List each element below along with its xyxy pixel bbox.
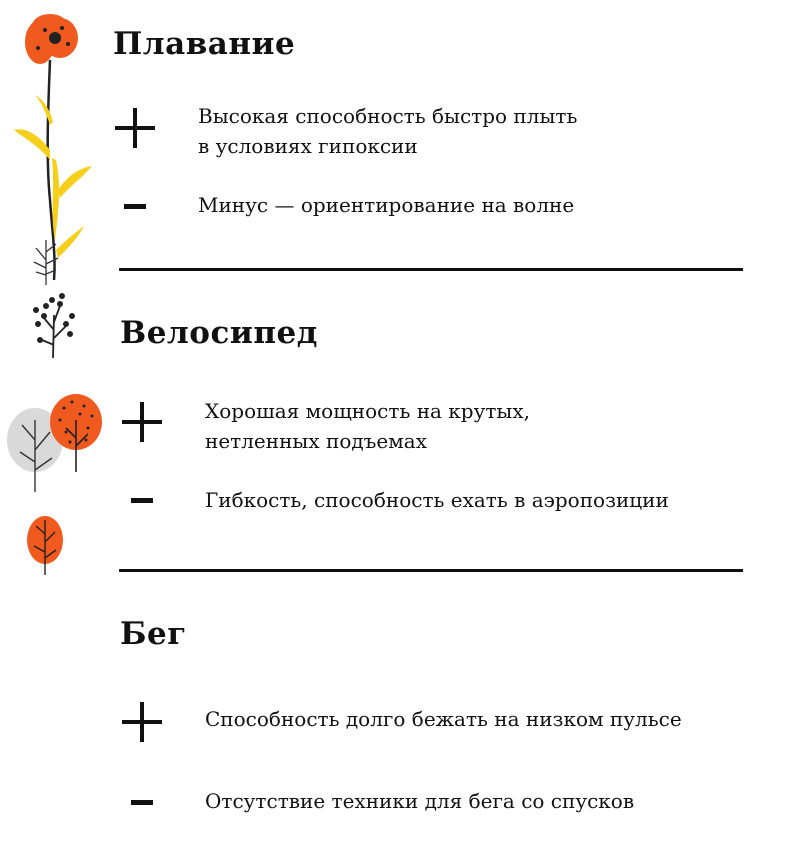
minus-text: Минус — ориентирование на волне [198,193,575,217]
minus-icon [124,204,146,209]
plus-text: Хорошая мощность на крутых, нетленных подъемах [205,399,530,453]
berry-tree-icon [33,293,75,358]
orange-tree-icon [50,394,102,472]
minus-text: Отсутствие техники для бега со спусков [205,789,635,813]
minus-icon [131,498,153,503]
plus-icon [115,108,155,148]
divider [119,569,743,572]
plus-text: Способность долго бежать на низком пульсе [205,707,682,731]
divider [119,268,743,271]
section-title-running: Бег [120,616,187,652]
minus-text: Гибкость, способность ехать в аэропозиции [205,488,669,512]
plus-text: Высокая способность быстро плыть в условиях гипоксии [198,104,578,158]
section-title-cycling: Велосипед [120,315,318,351]
minus-icon [131,800,153,805]
decorative-illustrations [0,0,110,600]
small-orange-tree-icon [27,516,63,575]
plus-icon [122,702,162,742]
section-title-swimming: Плавание [113,26,296,62]
plus-icon [122,402,162,442]
